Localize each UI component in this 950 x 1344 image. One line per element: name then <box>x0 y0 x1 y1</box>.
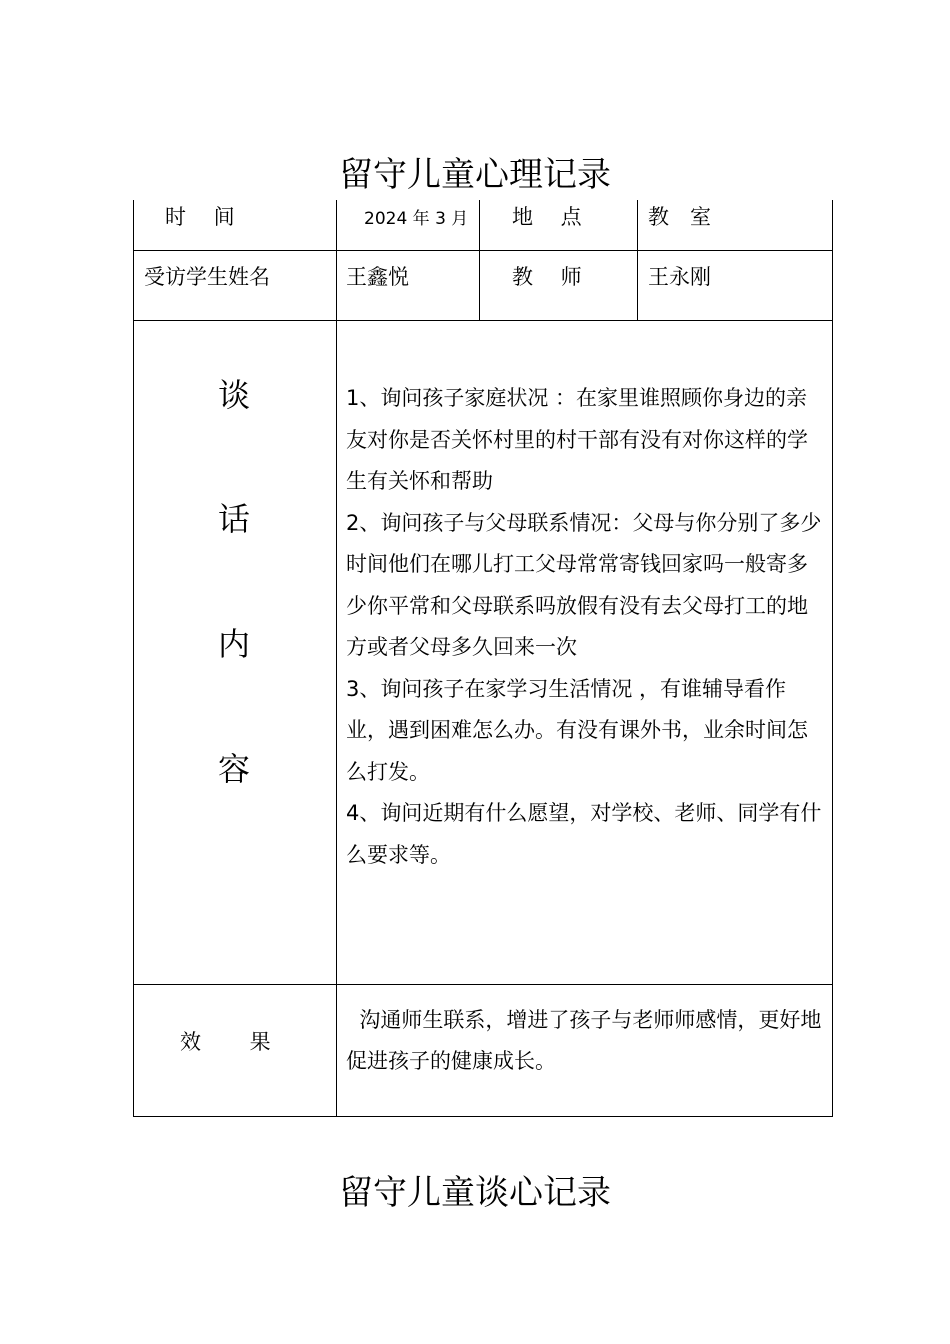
teacher-value: 王永刚 <box>648 265 711 289</box>
effect-text: 沟通师生联系，增进了孩子与老师师感情，更好地促进孩子的健康成长。 <box>346 1008 822 1073</box>
talk-label-char-2: 话 <box>217 500 250 538</box>
place-label: 地 点 <box>512 205 582 229</box>
table-divider-col1 <box>336 200 337 1117</box>
talk-content <box>346 378 826 876</box>
talk-item-3: 3、询问孩子在家学习生活情况 ，有谁辅导看作业，遇到困难怎么办。有没有课外书，业余时间怎么打发。 <box>346 676 808 784</box>
teacher-label: 教 师 <box>512 265 582 289</box>
talk-label-char-4: 容 <box>217 750 250 788</box>
table-row-line-3 <box>133 984 833 985</box>
time-label: 时 间 <box>165 205 235 229</box>
footer-title: 留守儿童谈心记录 <box>339 1173 611 1213</box>
talk-label-char-1: 谈 <box>217 376 250 414</box>
student-name-label: 受访学生姓名 <box>144 265 270 289</box>
talk-item-2: 2、询问孩子与父母联系情况：父母与你分别了多少时间他们在哪儿打工父母常常寄钱回家吗一般寄多少你平常和父母联系吗放假有没有去父母打工的地方或者父母多久回来一次 <box>346 510 822 659</box>
talk-label-char-3: 内 <box>217 625 250 663</box>
talk-item-4: 4、询问近期有什么愿望，对学校、老师、同学有什么要求等。 <box>346 801 822 867</box>
talk-item-1: 1、询问孩子家庭状况 ：在家里谁照顾你身边的亲友对你是否关怀村里的村干部有没有对你这样的学生有关怀和帮助 <box>346 386 808 493</box>
table-row-line-1 <box>133 250 833 251</box>
effect-label: 效 果 <box>180 1030 271 1054</box>
table-divider-col3 <box>637 200 638 321</box>
table-divider-col2 <box>479 200 480 321</box>
student-name-value: 王鑫悦 <box>346 265 409 289</box>
time-value: 2024 年 3 月 <box>364 209 469 229</box>
page-title: 留守儿童心理记录 <box>339 155 611 195</box>
table-row-line-2 <box>133 320 833 321</box>
effect-content <box>346 1000 826 1082</box>
table-border-bottom <box>133 1116 833 1117</box>
place-value: 教 室 <box>648 205 711 229</box>
table-border-right <box>832 200 833 1117</box>
